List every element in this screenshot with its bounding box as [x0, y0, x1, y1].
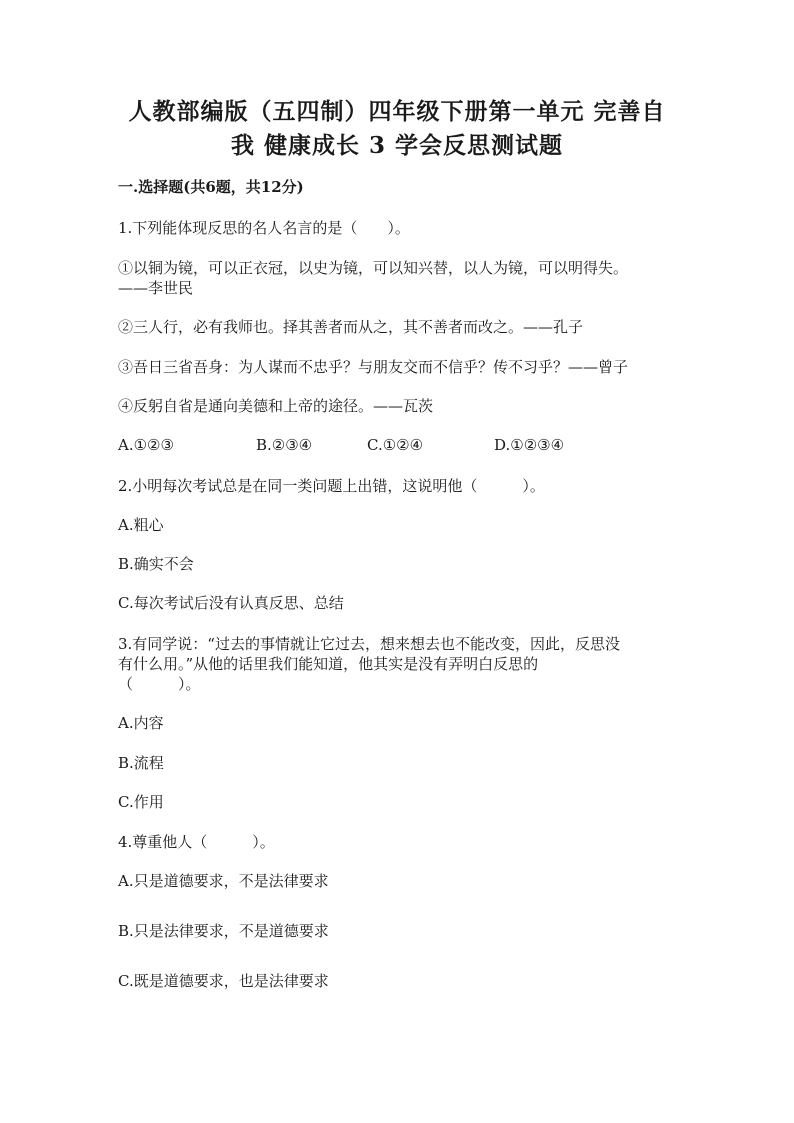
question-1-quote-1: ①以铜为镜，可以正衣冠，以史为镜，可以知兴替，以人为镜，可以明得失。	[118, 259, 629, 277]
question-1-quote-3: ③吾日三省吾身：为人谋而不忠乎？与朋友交而不信乎？传不习乎？——曾子	[118, 358, 629, 376]
question-1-stem: 1.下列能体现反思的名人名言的是（ ）。	[118, 219, 410, 237]
question-4-option-a[interactable]: A.只是道德要求，不是法律要求	[118, 872, 329, 890]
question-3-option-c[interactable]: C.作用	[118, 793, 164, 811]
question-4-option-c[interactable]: C.既是道德要求，也是法律要求	[118, 972, 329, 990]
question-1-option-b[interactable]: B.②③④	[256, 436, 313, 454]
question-2-option-b[interactable]: B.确实不会	[118, 555, 194, 573]
question-2-option-a[interactable]: A.粗心	[118, 516, 164, 534]
question-3-option-a[interactable]: A.内容	[118, 714, 164, 732]
document-title-line-2: 我 健康成长 3 学会反思测试题	[230, 132, 564, 159]
document-title-line-1: 人教部编版（五四制）四年级下册第一单元 完善自	[128, 98, 666, 125]
question-1-quote-4: ④反躬自省是通向美德和上帝的途径。——瓦茨	[118, 397, 434, 415]
question-3-stem-line-3: （ ）。	[118, 675, 201, 693]
question-1-option-a[interactable]: A.①②③	[118, 436, 174, 454]
question-1-quote-2: ②三人行，必有我师也。择其善者而从之，其不善者而改之。——孔子	[118, 318, 584, 336]
question-4-option-b[interactable]: B.只是法律要求，不是道德要求	[118, 922, 329, 940]
question-3-stem-line-1: 3.有同学说：“过去的事情就让它过去，想来想去也不能改变，因此，反思没	[118, 635, 620, 653]
question-4-stem: 4.尊重他人（ ）。	[118, 833, 275, 851]
question-3-option-b[interactable]: B.流程	[118, 754, 164, 772]
question-1-options	[118, 436, 618, 456]
question-3-stem-line-2: 有什么用。”从他的话里我们能知道，他其实是没有弄明白反思的	[118, 655, 539, 673]
section-heading: 一.选择题(共6题，共12分)	[118, 178, 304, 196]
question-1-quote-1-author: ——李世民	[118, 279, 194, 297]
question-2-option-c[interactable]: C.每次考试后没有认真反思、总结	[118, 594, 344, 612]
question-1-option-c[interactable]: C.①②④	[367, 436, 424, 454]
question-1-option-d[interactable]: D.①②③④	[494, 436, 565, 454]
question-2-stem: 2.小明每次考试总是在同一类问题上出错，这说明他（ ）。	[118, 477, 545, 495]
